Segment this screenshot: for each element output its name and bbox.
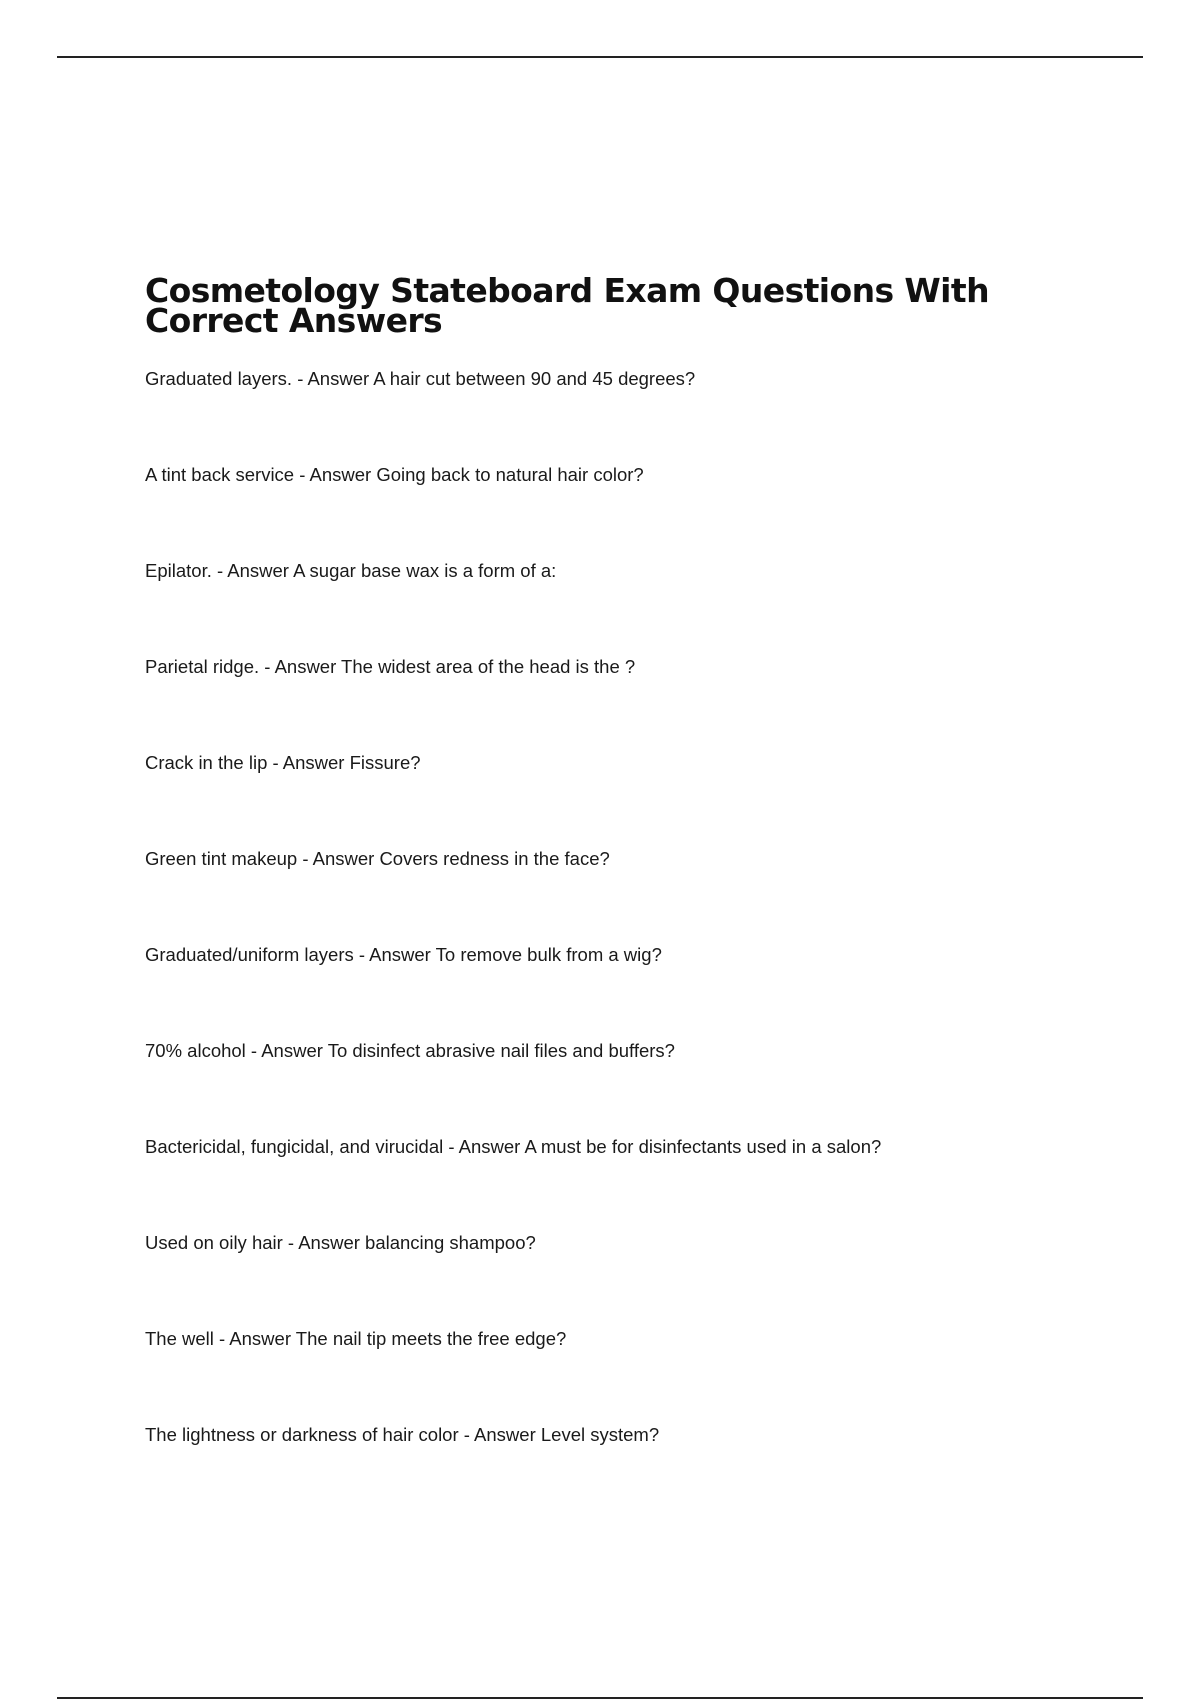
qa-list bbox=[145, 368, 1105, 1520]
qa-item: The lightness or darkness of hair color - Answer Level system? bbox=[145, 1424, 660, 1445]
qa-item: Crack in the lip - Answer Fissure? bbox=[145, 752, 421, 773]
header-rule bbox=[57, 56, 1143, 58]
qa-item: Green tint makeup - Answer Covers redness in the face? bbox=[145, 848, 610, 869]
qa-item: Graduated layers. - Answer A hair cut between 90 and 45 degrees? bbox=[145, 368, 696, 389]
document-title: Cosmetology Stateboard Exam Questions With Correct Answers bbox=[145, 271, 989, 340]
qa-item: Epilator. - Answer A sugar base wax is a form of a: bbox=[145, 560, 557, 581]
footer-rule bbox=[57, 1697, 1143, 1699]
qa-item: 70% alcohol - Answer To disinfect abrasive nail files and buffers? bbox=[145, 1040, 675, 1061]
document-content bbox=[145, 271, 1105, 1445]
qa-item: Used on oily hair - Answer balancing shampoo? bbox=[145, 1232, 536, 1253]
qa-item: A tint back service - Answer Going back to natural hair color? bbox=[145, 464, 644, 485]
qa-item: Graduated/uniform layers - Answer To remove bulk from a wig? bbox=[145, 944, 662, 965]
qa-item: Bactericidal, fungicidal, and virucidal - Answer A must be for disinfectants used in a salon? bbox=[145, 1136, 882, 1157]
qa-item: The well - Answer The nail tip meets the free edge? bbox=[145, 1328, 567, 1349]
qa-item: Parietal ridge. - Answer The widest area of the head is the ? bbox=[145, 656, 636, 677]
